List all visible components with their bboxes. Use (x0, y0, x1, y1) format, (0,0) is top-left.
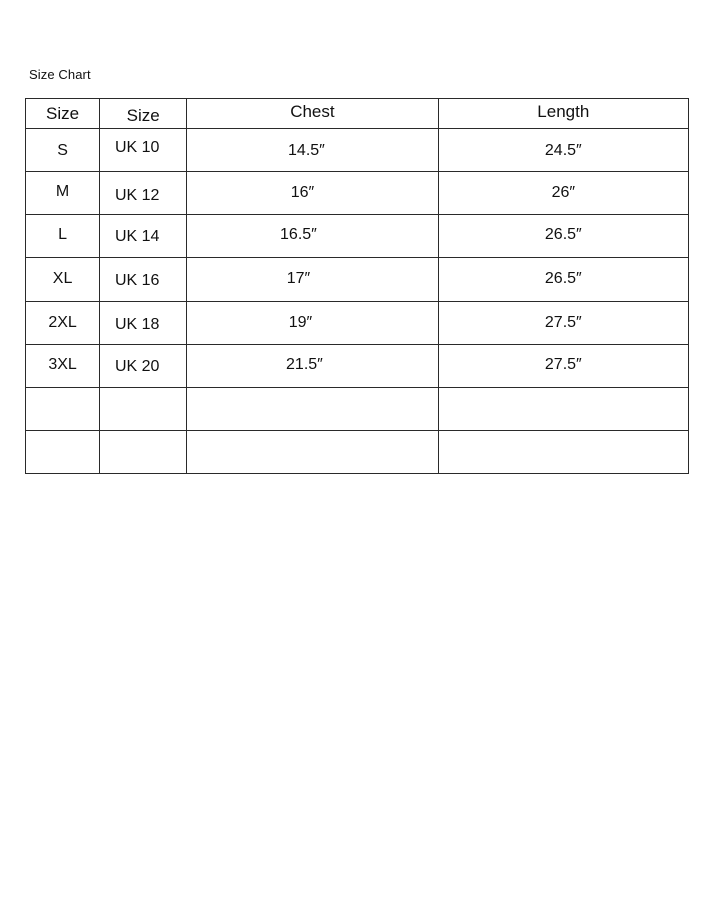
cell-uk-size (100, 430, 187, 473)
cell-uk-size (100, 387, 187, 430)
cell-length: 27.5″ (438, 344, 688, 387)
cell-chest: 16″ (187, 172, 438, 215)
cell-size: L (26, 215, 100, 258)
cell-size: 3XL (26, 344, 100, 387)
page-title: Size Chart (29, 67, 91, 82)
cell-chest: 17″ (187, 258, 438, 301)
header-chest: Chest (187, 99, 438, 129)
table-row (26, 215, 689, 258)
cell-length (438, 430, 688, 473)
cell-uk-size: UK 12 (100, 172, 187, 215)
header-size: Size (26, 99, 100, 129)
cell-size: 2XL (26, 301, 100, 344)
table-row (26, 301, 689, 344)
table-row (26, 172, 689, 215)
cell-size (26, 387, 100, 430)
cell-uk-size: UK 10 (100, 129, 187, 172)
size-chart-table (25, 98, 689, 474)
cell-chest: 21.5″ (187, 344, 438, 387)
cell-size: XL (26, 258, 100, 301)
cell-chest: 14.5″ (187, 129, 438, 172)
cell-chest: 16.5″ (187, 215, 438, 258)
cell-chest (187, 387, 438, 430)
cell-size: M (26, 172, 100, 215)
cell-length: 26.5″ (438, 258, 688, 301)
cell-chest (187, 430, 438, 473)
table-row (26, 129, 689, 172)
cell-length: 26.5″ (438, 215, 688, 258)
cell-uk-size: UK 18 (100, 301, 187, 344)
cell-uk-size: UK 20 (100, 344, 187, 387)
header-length: Length (438, 99, 688, 129)
cell-size (26, 430, 100, 473)
cell-uk-size: UK 16 (100, 258, 187, 301)
cell-length (438, 387, 688, 430)
header-uk-size: Size (100, 99, 187, 129)
cell-length: 26″ (438, 172, 688, 215)
table-row (26, 344, 689, 387)
table-row (26, 387, 689, 430)
cell-length: 27.5″ (438, 301, 688, 344)
cell-chest: 19″ (187, 301, 438, 344)
cell-uk-size: UK 14 (100, 215, 187, 258)
cell-length: 24.5″ (438, 129, 688, 172)
table-row (26, 430, 689, 473)
table-row (26, 258, 689, 301)
table-header-row (26, 99, 689, 129)
cell-size: S (26, 129, 100, 172)
